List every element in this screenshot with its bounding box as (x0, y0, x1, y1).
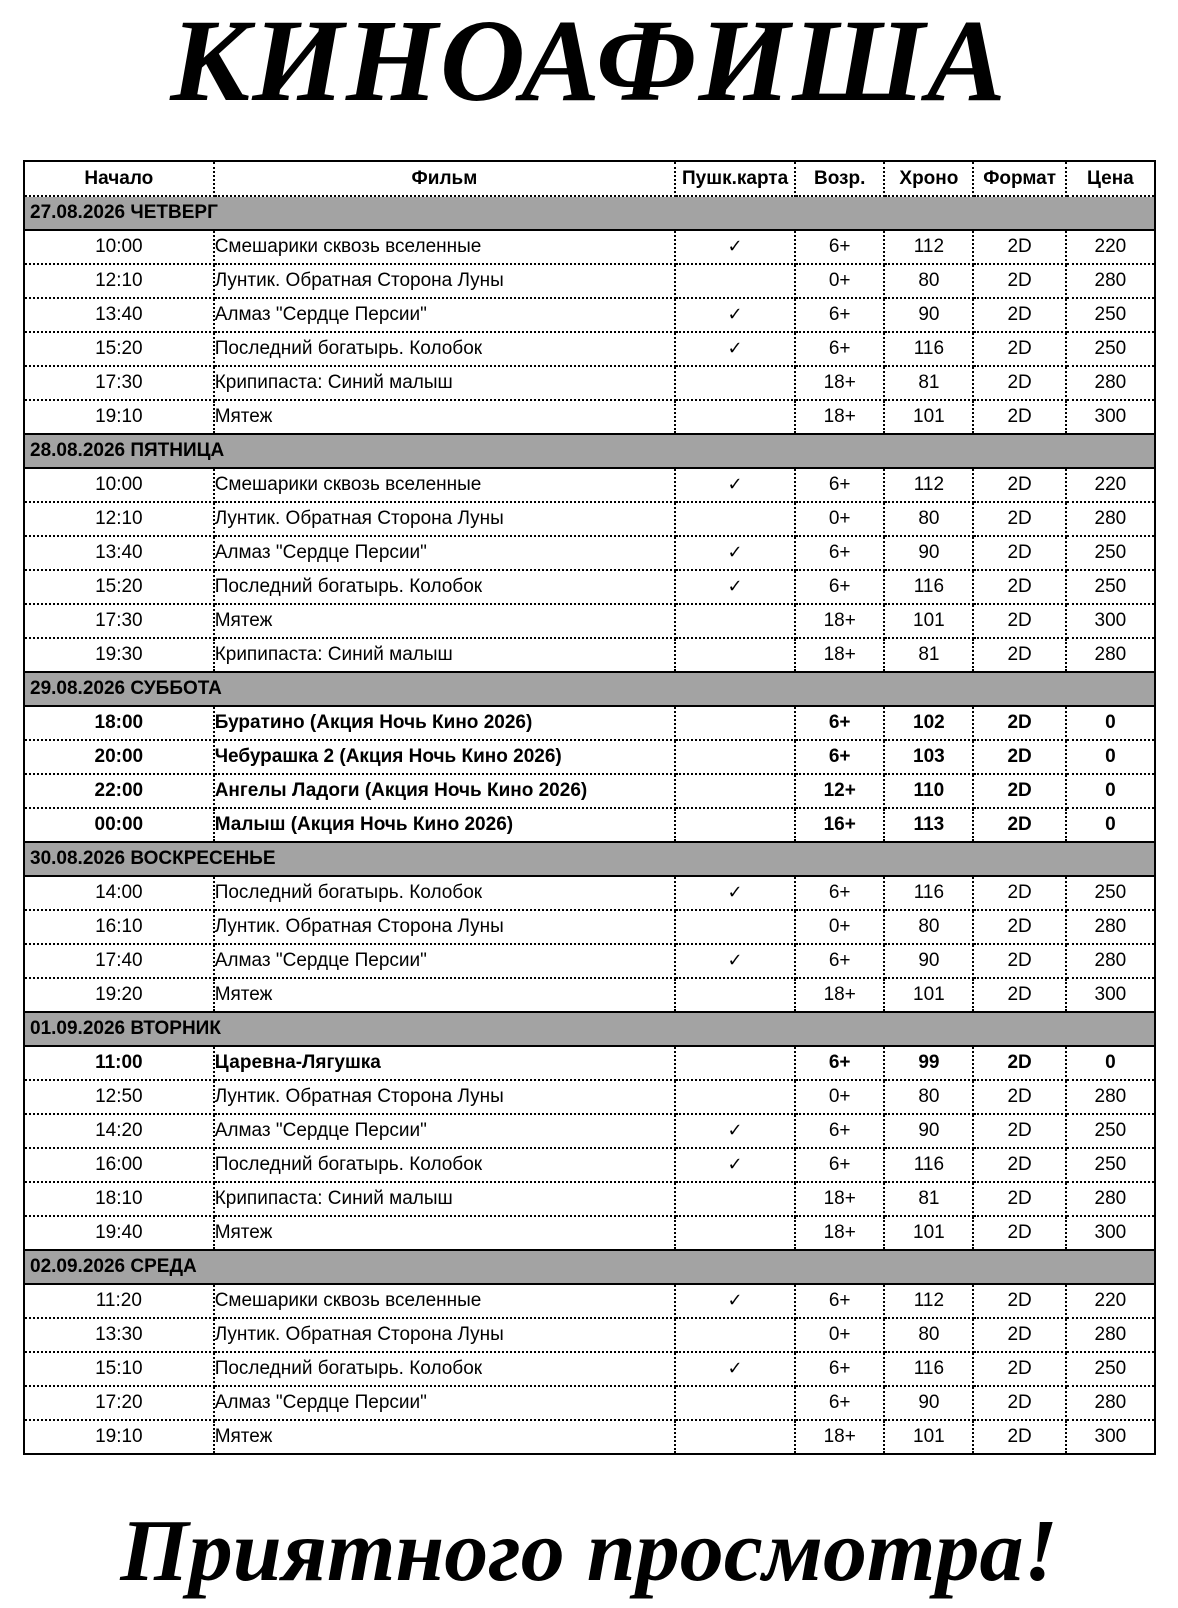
film-title-cell: Лунтик. Обратная Сторона Луны (214, 1080, 675, 1114)
film-title-cell: Алмаз "Сердце Персии" (214, 944, 675, 978)
price-cell: 250 (1066, 298, 1155, 332)
table-row (24, 774, 1155, 808)
start-time-cell: 14:20 (24, 1114, 214, 1148)
film-title-cell: Лунтик. Обратная Сторона Луны (214, 264, 675, 298)
table-row (24, 910, 1155, 944)
duration-cell: 81 (884, 366, 973, 400)
format-cell: 2D (973, 1148, 1065, 1182)
duration-cell: 101 (884, 1216, 973, 1250)
pushkin-card-cell (675, 774, 795, 808)
format-cell: 2D (973, 400, 1065, 434)
price-cell: 0 (1066, 706, 1155, 740)
checkmark-icon: ✓ (727, 882, 743, 903)
pushkin-card-cell (675, 604, 795, 638)
film-title-cell: Мятеж (214, 978, 675, 1012)
price-cell: 220 (1066, 468, 1155, 502)
pushkin-card-cell (675, 1386, 795, 1420)
format-cell: 2D (973, 468, 1065, 502)
duration-cell: 81 (884, 1182, 973, 1216)
pushkin-card-cell (675, 1420, 795, 1454)
format-cell: 2D (973, 638, 1065, 672)
table-row (24, 740, 1155, 774)
format-cell: 2D (973, 502, 1065, 536)
price-cell: 0 (1066, 774, 1155, 808)
table-row (24, 1216, 1155, 1250)
duration-cell: 101 (884, 604, 973, 638)
film-title-cell: Лунтик. Обратная Сторона Луны (214, 910, 675, 944)
film-title-cell: Последний богатырь. Колобок (214, 570, 675, 604)
page-title: КИНОАФИША (170, 0, 1008, 126)
pushkin-card-cell (675, 1318, 795, 1352)
start-time-cell: 12:10 (24, 264, 214, 298)
duration-cell: 90 (884, 944, 973, 978)
start-time-cell: 12:10 (24, 502, 214, 536)
price-cell: 250 (1066, 1148, 1155, 1182)
duration-cell: 101 (884, 400, 973, 434)
start-time-cell: 17:30 (24, 604, 214, 638)
film-title-cell: Мятеж (214, 1216, 675, 1250)
table-row (24, 1080, 1155, 1114)
age-rating-cell: 18+ (795, 638, 884, 672)
price-cell: 280 (1066, 502, 1155, 536)
pushkin-card-cell (675, 1046, 795, 1080)
pushkin-card-cell (675, 332, 795, 366)
age-rating-cell: 12+ (795, 774, 884, 808)
film-title-cell: Алмаз "Сердце Персии" (214, 298, 675, 332)
price-cell: 280 (1066, 366, 1155, 400)
price-cell: 300 (1066, 1420, 1155, 1454)
film-title-cell: Алмаз "Сердце Персии" (214, 1114, 675, 1148)
price-cell: 280 (1066, 944, 1155, 978)
age-rating-cell: 18+ (795, 366, 884, 400)
start-time-cell: 19:10 (24, 1420, 214, 1454)
age-rating-cell: 6+ (795, 944, 884, 978)
table-row (24, 366, 1155, 400)
film-title-cell: Смешарики сквозь вселенные (214, 230, 675, 264)
checkmark-icon: ✓ (727, 304, 743, 325)
start-time-cell: 10:00 (24, 468, 214, 502)
day-label: 29.08.2026 СУББОТА (24, 672, 1155, 706)
start-time-cell: 10:00 (24, 230, 214, 264)
age-rating-cell: 6+ (795, 1352, 884, 1386)
film-title-cell: Последний богатырь. Колобок (214, 876, 675, 910)
pushkin-card-cell (675, 638, 795, 672)
pushkin-card-cell (675, 366, 795, 400)
film-title-cell: Мятеж (214, 400, 675, 434)
checkmark-icon: ✓ (727, 950, 743, 971)
film-title-cell: Крипипаста: Синий малыш (214, 638, 675, 672)
format-cell: 2D (973, 604, 1065, 638)
column-header-pushkin-card: Пушк.карта (675, 161, 795, 196)
schedule-body (24, 196, 1155, 1454)
format-cell: 2D (973, 1216, 1065, 1250)
table-row (24, 638, 1155, 672)
day-header-row (24, 196, 1155, 230)
pushkin-card-cell (675, 570, 795, 604)
price-cell: 250 (1066, 570, 1155, 604)
film-title-cell: Смешарики сквозь вселенные (214, 468, 675, 502)
format-cell: 2D (973, 1046, 1065, 1080)
pushkin-card-cell (675, 1284, 795, 1318)
duration-cell: 110 (884, 774, 973, 808)
duration-cell: 80 (884, 1080, 973, 1114)
pushkin-card-cell (675, 536, 795, 570)
pushkin-card-cell (675, 1114, 795, 1148)
table-row (24, 332, 1155, 366)
format-cell: 2D (973, 1420, 1065, 1454)
column-header-start: Начало (24, 161, 214, 196)
pushkin-card-cell (675, 1080, 795, 1114)
column-header-duration: Хроно (884, 161, 973, 196)
start-time-cell: 13:40 (24, 298, 214, 332)
table-row (24, 264, 1155, 298)
day-label: 27.08.2026 ЧЕТВЕРГ (24, 196, 1155, 230)
duration-cell: 116 (884, 570, 973, 604)
age-rating-cell: 0+ (795, 1318, 884, 1352)
age-rating-cell: 6+ (795, 1386, 884, 1420)
start-time-cell: 12:50 (24, 1080, 214, 1114)
duration-cell: 80 (884, 1318, 973, 1352)
day-header-row (24, 1012, 1155, 1046)
table-row (24, 978, 1155, 1012)
film-title-cell: Мятеж (214, 604, 675, 638)
film-title-cell: Последний богатырь. Колобок (214, 1352, 675, 1386)
column-header-format: Формат (973, 161, 1065, 196)
checkmark-icon: ✓ (727, 1154, 743, 1175)
format-cell: 2D (973, 910, 1065, 944)
film-title-cell: Крипипаста: Синий малыш (214, 1182, 675, 1216)
pushkin-card-cell (675, 400, 795, 434)
pushkin-card-cell (675, 298, 795, 332)
price-cell: 250 (1066, 1114, 1155, 1148)
price-cell: 280 (1066, 910, 1155, 944)
start-time-cell: 13:40 (24, 536, 214, 570)
table-row (24, 1352, 1155, 1386)
duration-cell: 90 (884, 536, 973, 570)
start-time-cell: 00:00 (24, 808, 214, 842)
format-cell: 2D (973, 366, 1065, 400)
format-cell: 2D (973, 706, 1065, 740)
table-row (24, 298, 1155, 332)
age-rating-cell: 0+ (795, 1080, 884, 1114)
pushkin-card-cell (675, 502, 795, 536)
duration-cell: 116 (884, 876, 973, 910)
start-time-cell: 15:10 (24, 1352, 214, 1386)
table-row (24, 1046, 1155, 1080)
pushkin-card-cell (675, 808, 795, 842)
age-rating-cell: 18+ (795, 1182, 884, 1216)
duration-cell: 90 (884, 298, 973, 332)
format-cell: 2D (973, 570, 1065, 604)
start-time-cell: 17:40 (24, 944, 214, 978)
pushkin-card-cell (675, 1216, 795, 1250)
price-cell: 0 (1066, 740, 1155, 774)
start-time-cell: 15:20 (24, 570, 214, 604)
age-rating-cell: 18+ (795, 604, 884, 638)
day-header-row (24, 842, 1155, 876)
start-time-cell: 11:00 (24, 1046, 214, 1080)
format-cell: 2D (973, 1352, 1065, 1386)
age-rating-cell: 16+ (795, 808, 884, 842)
checkmark-icon: ✓ (727, 1358, 743, 1379)
price-cell: 300 (1066, 604, 1155, 638)
price-cell: 300 (1066, 1216, 1155, 1250)
age-rating-cell: 6+ (795, 468, 884, 502)
pushkin-card-cell (675, 468, 795, 502)
price-cell: 280 (1066, 1182, 1155, 1216)
price-cell: 250 (1066, 332, 1155, 366)
start-time-cell: 22:00 (24, 774, 214, 808)
start-time-cell: 19:30 (24, 638, 214, 672)
age-rating-cell: 6+ (795, 536, 884, 570)
price-cell: 300 (1066, 978, 1155, 1012)
day-label: 30.08.2026 ВОСКРЕСЕНЬЕ (24, 842, 1155, 876)
duration-cell: 112 (884, 230, 973, 264)
pushkin-card-cell (675, 1352, 795, 1386)
table-row (24, 1318, 1155, 1352)
table-row (24, 1386, 1155, 1420)
pushkin-card-cell (675, 944, 795, 978)
table-row (24, 1114, 1155, 1148)
day-label: 01.09.2026 ВТОРНИК (24, 1012, 1155, 1046)
duration-cell: 112 (884, 468, 973, 502)
start-time-cell: 16:00 (24, 1148, 214, 1182)
duration-cell: 116 (884, 1148, 973, 1182)
duration-cell: 90 (884, 1114, 973, 1148)
duration-cell: 102 (884, 706, 973, 740)
pushkin-card-cell (675, 910, 795, 944)
film-title-cell: Смешарики сквозь вселенные (214, 1284, 675, 1318)
format-cell: 2D (973, 740, 1065, 774)
checkmark-icon: ✓ (727, 338, 743, 359)
pushkin-card-cell (675, 706, 795, 740)
price-cell: 250 (1066, 1352, 1155, 1386)
price-cell: 220 (1066, 230, 1155, 264)
age-rating-cell: 6+ (795, 740, 884, 774)
table-row (24, 536, 1155, 570)
pushkin-card-cell (675, 264, 795, 298)
pushkin-card-cell (675, 876, 795, 910)
price-cell: 280 (1066, 1080, 1155, 1114)
age-rating-cell: 0+ (795, 502, 884, 536)
age-rating-cell: 6+ (795, 1046, 884, 1080)
start-time-cell: 11:20 (24, 1284, 214, 1318)
day-label: 02.09.2026 СРЕДА (24, 1250, 1155, 1284)
age-rating-cell: 6+ (795, 1114, 884, 1148)
start-time-cell: 14:00 (24, 876, 214, 910)
table-row (24, 1420, 1155, 1454)
age-rating-cell: 6+ (795, 332, 884, 366)
checkmark-icon: ✓ (727, 1120, 743, 1141)
age-rating-cell: 6+ (795, 706, 884, 740)
table-row (24, 604, 1155, 638)
start-time-cell: 19:20 (24, 978, 214, 1012)
price-cell: 220 (1066, 1284, 1155, 1318)
film-title-cell: Последний богатырь. Колобок (214, 332, 675, 366)
duration-cell: 80 (884, 502, 973, 536)
duration-cell: 90 (884, 1386, 973, 1420)
format-cell: 2D (973, 536, 1065, 570)
column-header-film: Фильм (214, 161, 675, 196)
price-cell: 0 (1066, 808, 1155, 842)
age-rating-cell: 6+ (795, 298, 884, 332)
duration-cell: 80 (884, 910, 973, 944)
age-rating-cell: 18+ (795, 978, 884, 1012)
duration-cell: 101 (884, 1420, 973, 1454)
table-row (24, 1148, 1155, 1182)
schedule-table (23, 160, 1156, 1455)
price-cell: 250 (1066, 536, 1155, 570)
start-time-cell: 18:10 (24, 1182, 214, 1216)
start-time-cell: 15:20 (24, 332, 214, 366)
format-cell: 2D (973, 774, 1065, 808)
age-rating-cell: 6+ (795, 1284, 884, 1318)
price-cell: 280 (1066, 1318, 1155, 1352)
table-row (24, 1284, 1155, 1318)
format-cell: 2D (973, 1114, 1065, 1148)
table-row (24, 230, 1155, 264)
checkmark-icon: ✓ (727, 542, 743, 563)
header-row (24, 161, 1155, 196)
film-title-cell: Мятеж (214, 1420, 675, 1454)
film-title-cell: Чебурашка 2 (Акция Ночь Кино 2026) (214, 740, 675, 774)
film-title-cell: Лунтик. Обратная Сторона Луны (214, 1318, 675, 1352)
price-cell: 250 (1066, 876, 1155, 910)
film-title-cell: Алмаз "Сердце Персии" (214, 536, 675, 570)
age-rating-cell: 18+ (795, 400, 884, 434)
table-row (24, 502, 1155, 536)
table-row (24, 808, 1155, 842)
duration-cell: 116 (884, 332, 973, 366)
age-rating-cell: 6+ (795, 230, 884, 264)
format-cell: 2D (973, 332, 1065, 366)
film-title-cell: Крипипаста: Синий малыш (214, 366, 675, 400)
pushkin-card-cell (675, 1148, 795, 1182)
checkmark-icon: ✓ (727, 576, 743, 597)
duration-cell: 80 (884, 264, 973, 298)
age-rating-cell: 18+ (795, 1216, 884, 1250)
pushkin-card-cell (675, 1182, 795, 1216)
film-title-cell: Царевна-Лягушка (214, 1046, 675, 1080)
format-cell: 2D (973, 876, 1065, 910)
start-time-cell: 20:00 (24, 740, 214, 774)
age-rating-cell: 18+ (795, 1420, 884, 1454)
format-cell: 2D (973, 808, 1065, 842)
duration-cell: 81 (884, 638, 973, 672)
format-cell: 2D (973, 298, 1065, 332)
duration-cell: 101 (884, 978, 973, 1012)
age-rating-cell: 6+ (795, 1148, 884, 1182)
pushkin-card-cell (675, 230, 795, 264)
film-title-cell: Буратино (Акция Ночь Кино 2026) (214, 706, 675, 740)
price-cell: 280 (1066, 1386, 1155, 1420)
film-title-cell: Алмаз "Сердце Персии" (214, 1386, 675, 1420)
format-cell: 2D (973, 1386, 1065, 1420)
table-row (24, 468, 1155, 502)
pushkin-card-cell (675, 978, 795, 1012)
age-rating-cell: 6+ (795, 876, 884, 910)
checkmark-icon: ✓ (727, 236, 743, 257)
table-row (24, 706, 1155, 740)
film-title-cell: Последний богатырь. Колобок (214, 1148, 675, 1182)
table-row (24, 400, 1155, 434)
age-rating-cell: 0+ (795, 910, 884, 944)
duration-cell: 113 (884, 808, 973, 842)
column-header-price: Цена (1066, 161, 1155, 196)
format-cell: 2D (973, 1080, 1065, 1114)
start-time-cell: 17:20 (24, 1386, 214, 1420)
table-row (24, 570, 1155, 604)
start-time-cell: 19:10 (24, 400, 214, 434)
format-cell: 2D (973, 1182, 1065, 1216)
format-cell: 2D (973, 944, 1065, 978)
day-header-row (24, 434, 1155, 468)
format-cell: 2D (973, 1318, 1065, 1352)
checkmark-icon: ✓ (727, 474, 743, 495)
age-rating-cell: 0+ (795, 264, 884, 298)
duration-cell: 112 (884, 1284, 973, 1318)
start-time-cell: 13:30 (24, 1318, 214, 1352)
column-header-age: Возр. (795, 161, 884, 196)
day-header-row (24, 672, 1155, 706)
day-header-row (24, 1250, 1155, 1284)
price-cell: 280 (1066, 638, 1155, 672)
table-row (24, 1182, 1155, 1216)
format-cell: 2D (973, 978, 1065, 1012)
duration-cell: 116 (884, 1352, 973, 1386)
film-title-cell: Малыш (Акция Ночь Кино 2026) (214, 808, 675, 842)
start-time-cell: 19:40 (24, 1216, 214, 1250)
table-row (24, 876, 1155, 910)
duration-cell: 99 (884, 1046, 973, 1080)
table-row (24, 944, 1155, 978)
price-cell: 0 (1066, 1046, 1155, 1080)
start-time-cell: 18:00 (24, 706, 214, 740)
film-title-cell: Ангелы Ладоги (Акция Ночь Кино 2026) (214, 774, 675, 808)
price-cell: 280 (1066, 264, 1155, 298)
format-cell: 2D (973, 1284, 1065, 1318)
start-time-cell: 16:10 (24, 910, 214, 944)
age-rating-cell: 6+ (795, 570, 884, 604)
start-time-cell: 17:30 (24, 366, 214, 400)
duration-cell: 103 (884, 740, 973, 774)
pushkin-card-cell (675, 740, 795, 774)
day-label: 28.08.2026 ПЯТНИЦА (24, 434, 1155, 468)
footer-message: Приятного просмотра! (120, 1503, 1058, 1600)
price-cell: 300 (1066, 400, 1155, 434)
format-cell: 2D (973, 264, 1065, 298)
format-cell: 2D (973, 230, 1065, 264)
film-title-cell: Лунтик. Обратная Сторона Луны (214, 502, 675, 536)
checkmark-icon: ✓ (727, 1290, 743, 1311)
